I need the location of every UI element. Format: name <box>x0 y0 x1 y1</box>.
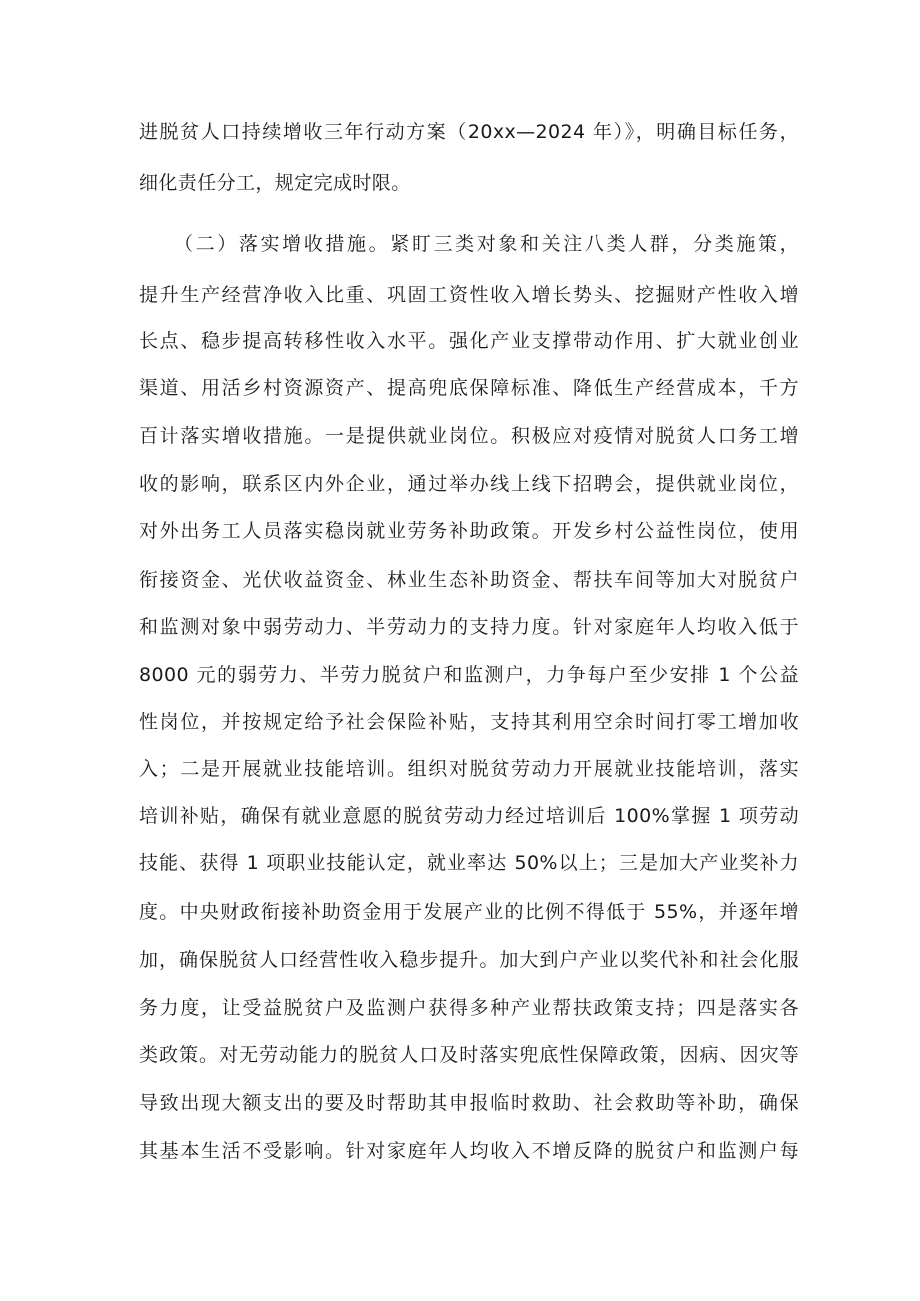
text-line: 进脱贫人口持续增收三年行动方案（20xx—2024 年）》，明确目标任务， <box>139 121 799 143</box>
text-line: 度。中央财政衔接补助资金用于发展产业的比例不得低于 55%，并逐年增 <box>139 901 799 923</box>
text-line: 百计落实增收措施。一是提供就业岗位。积极应对疫情对脱贫人口务工增 <box>139 425 799 447</box>
text-line: 对外出务工人员落实稳岗就业劳务补助政策。开发乡村公益性岗位，使用 <box>139 520 799 542</box>
text-line: 渠道、用活乡村资源资产、提高兜底保障标准、降低生产经营成本，千方 <box>139 377 799 399</box>
text-line: 加，确保脱贫人口经营性收入稳步提升。加大到户产业以奖代补和社会化服 <box>139 949 799 971</box>
paragraph-heading-line: （二）落实增收措施。紧盯三类对象和关注八类人群，分类施策， <box>174 233 799 255</box>
text-line: 入；二是开展就业技能培训。组织对脱贫劳动力开展就业技能培训，落实 <box>139 758 799 780</box>
text-line: 培训补贴，确保有就业意愿的脱贫劳动力经过培训后 100%掌握 1 项劳动 <box>139 805 799 827</box>
text-line: 提升生产经营净收入比重、巩固工资性收入增长势头、挖掘财产性收入增 <box>139 284 799 306</box>
text-line: 8000 元的弱劳力、半劳力脱贫户和监测户，力争每户至少安排 1 个公益 <box>139 664 799 686</box>
text-line: 衔接资金、光伏收益资金、林业生态补助资金、帮扶车间等加大对脱贫户 <box>139 569 799 591</box>
text-line: 细化责任分工，规定完成时限。 <box>139 172 411 194</box>
text-line: 长点、稳步提高转移性收入水平。强化产业支撑带动作用、扩大就业创业 <box>139 330 799 352</box>
text-line: 类政策。对无劳动能力的脱贫人口及时落实兜底性保障政策，因病、因灾等 <box>139 1044 799 1066</box>
text-line: 导致出现大额支出的要及时帮助其申报临时救助、社会救助等补助，确保 <box>139 1092 799 1114</box>
text-line: 其基本生活不受影响。针对家庭年人均收入不增反降的脱贫户和监测户每 <box>139 1140 799 1162</box>
text-line: 务力度，让受益脱贫户及监测户获得多种产业帮扶政策支持；四是落实各 <box>139 997 799 1019</box>
text-line: 性岗位，并按规定给予社会保险补贴，支持其利用空余时间打零工增加收 <box>139 711 799 733</box>
text-line: 收的影响，联系区内外企业，通过举办线上线下招聘会，提供就业岗位， <box>139 473 799 495</box>
text-line: 技能、获得 1 项职业技能认定，就业率达 50%以上；三是加大产业奖补力 <box>139 852 799 874</box>
text-line: 和监测对象中弱劳动力、半劳动力的支持力度。针对家庭年人均收入低于 <box>139 616 799 638</box>
